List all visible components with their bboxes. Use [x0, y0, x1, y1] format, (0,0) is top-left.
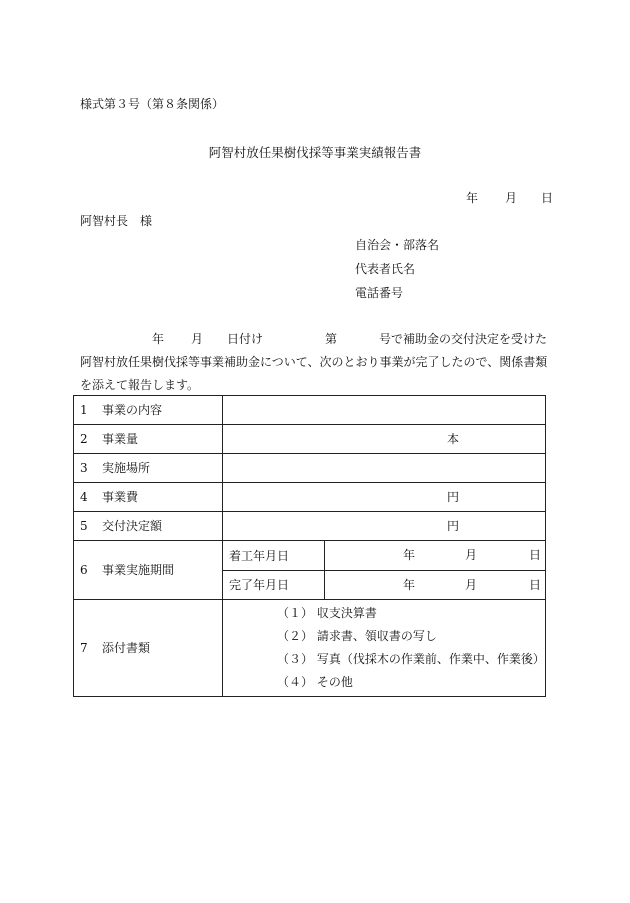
- row-label: 事業の内容: [102, 403, 163, 417]
- end-date-value-cell: [325, 571, 546, 600]
- row-number: 3: [80, 461, 88, 475]
- row-label-cell: [74, 512, 223, 541]
- intro-year: 年: [152, 332, 165, 346]
- row-label-cell: [74, 541, 223, 600]
- attachment-item: （４） その他: [277, 675, 353, 689]
- row-label-cell: [74, 454, 223, 483]
- unit-label: 円: [447, 490, 460, 504]
- row-value-cell: [223, 425, 546, 454]
- table-row: [74, 541, 546, 571]
- row-label-cell: [74, 425, 223, 454]
- table-row: [74, 483, 546, 512]
- intro-line-3: を添えて報告します。: [80, 378, 200, 392]
- form-number: 様式第３号（第８条関係）: [80, 97, 225, 111]
- row-number: 4: [80, 490, 88, 504]
- date-day-label: 日: [541, 191, 554, 205]
- table-row: [74, 396, 546, 425]
- document-title: 阿智村放任果樹伐採等事業実績報告書: [208, 145, 422, 160]
- start-date-label: 着工年月日: [223, 541, 325, 571]
- period-day: 日: [529, 578, 542, 592]
- applicant-org-label: 自治会・部落名: [355, 238, 440, 252]
- intro-month: 月: [191, 332, 204, 346]
- row-label-cell: [74, 600, 223, 697]
- row-label-cell: [74, 483, 223, 512]
- row-value-cell: [223, 396, 546, 425]
- unit-label: 円: [447, 519, 460, 533]
- end-date-label: 完了年月日: [223, 571, 325, 600]
- row-label: 事業実施期間: [102, 563, 175, 577]
- applicant-phone-label: 電話番号: [355, 286, 404, 300]
- report-table: [73, 395, 546, 697]
- row-value-cell: [223, 454, 546, 483]
- period-month: 月: [465, 548, 478, 562]
- attachments-list: [223, 600, 546, 697]
- intro-rest: 号で補助金の交付決定を受けた: [379, 332, 548, 346]
- attachment-item: （２） 請求書、領収書の写し: [277, 629, 437, 643]
- row-number: 7: [80, 641, 88, 655]
- row-number: 5: [80, 519, 88, 533]
- table-row: [74, 425, 546, 454]
- intro-dai: 第: [325, 332, 338, 346]
- date-year-label: 年: [466, 191, 479, 205]
- table-row: [74, 454, 546, 483]
- addressee: 阿智村長 様: [80, 214, 153, 228]
- start-date-value-cell: [325, 541, 546, 571]
- row-label: 交付決定額: [102, 519, 163, 533]
- table-row: [74, 600, 546, 697]
- date-month-label: 月: [505, 191, 518, 205]
- row-number: 2: [80, 432, 88, 446]
- period-year: 年: [403, 578, 416, 592]
- row-number: 6: [80, 563, 88, 577]
- attachment-item: （３） 写真（伐採木の作業前、作業中、作業後）: [277, 652, 545, 666]
- period-month: 月: [465, 578, 478, 592]
- row-value-cell: [223, 483, 546, 512]
- table-row: [74, 512, 546, 541]
- unit-label: 本: [447, 432, 460, 446]
- period-day: 日: [529, 548, 542, 562]
- row-label: 添付書類: [102, 641, 151, 655]
- intro-line-2: 阿智村放任果樹伐採等事業補助金について、次のとおり事業が完了したので、関係書類: [80, 355, 548, 369]
- row-label-cell: [74, 396, 223, 425]
- row-label: 実施場所: [102, 461, 151, 475]
- row-number: 1: [80, 403, 88, 417]
- period-year: 年: [403, 548, 416, 562]
- row-label: 事業費: [102, 490, 139, 504]
- intro-dated: 日付け: [227, 332, 264, 346]
- attachment-item: （１） 収支決算書: [277, 606, 377, 620]
- applicant-representative-label: 代表者氏名: [355, 262, 416, 276]
- row-label: 事業量: [102, 432, 139, 446]
- row-value-cell: [223, 512, 546, 541]
